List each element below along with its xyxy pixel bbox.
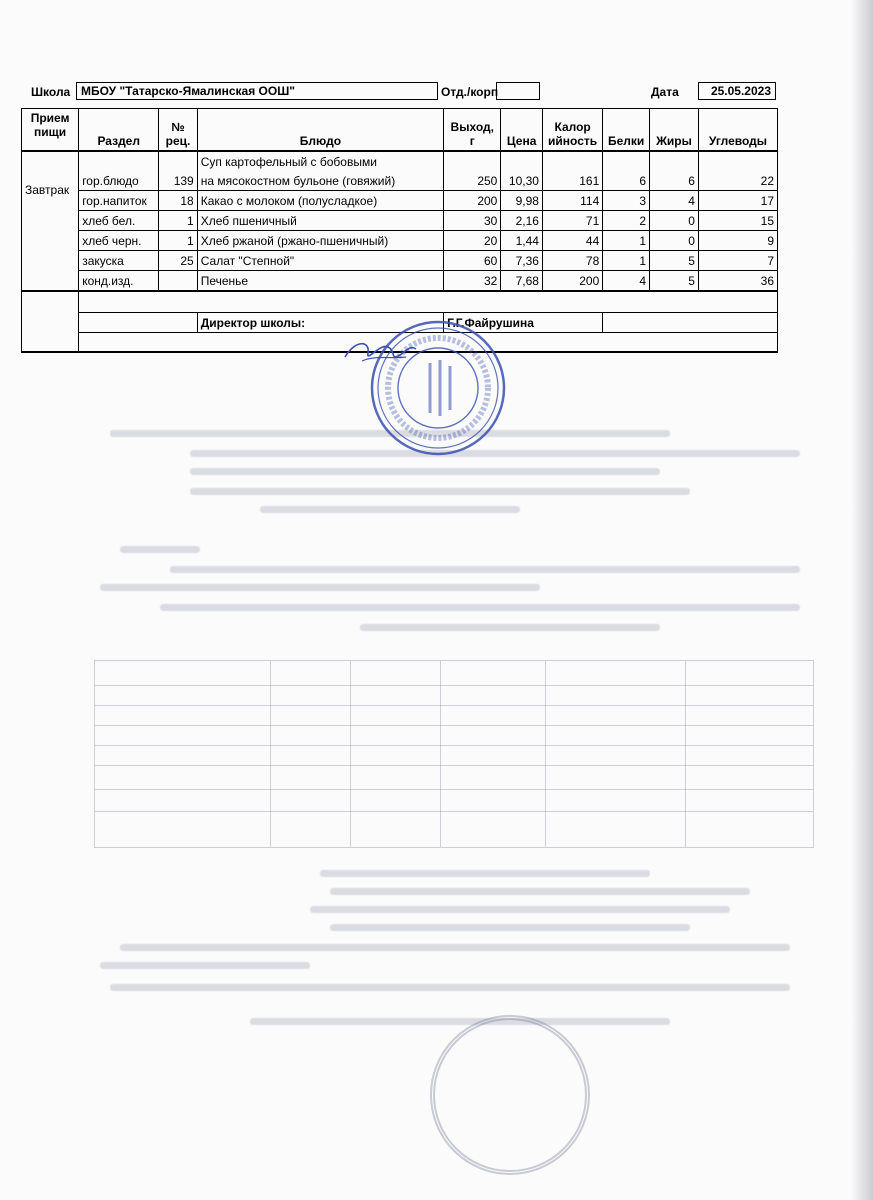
- fats-cell: 0: [650, 231, 699, 251]
- price-cell: 10,30: [501, 171, 543, 191]
- dish-line1: Суп картофельный с бобовыми: [197, 151, 443, 171]
- recipe-cell: 25: [159, 251, 197, 271]
- col-price: Цена: [501, 109, 543, 152]
- carbs-cell: 9: [698, 231, 777, 251]
- table-row: [22, 251, 778, 271]
- menu-table: [21, 108, 778, 353]
- dept-label: Отд./корп: [441, 85, 499, 99]
- section-cell: хлеб бел.: [79, 211, 159, 231]
- calories-cell: 161: [542, 171, 602, 191]
- table-header-row: [22, 109, 778, 152]
- output-cell: 200: [444, 191, 501, 211]
- col-recipe: № рец.: [159, 109, 197, 152]
- price-cell: 7,68: [501, 271, 543, 292]
- output-cell: 250: [444, 171, 501, 191]
- recipe-cell: 18: [159, 191, 197, 211]
- col-calories: Калор ийность: [542, 109, 602, 152]
- fats-cell: 5: [650, 271, 699, 292]
- calories-cell: 71: [542, 211, 602, 231]
- proteins-cell: 4: [603, 271, 650, 292]
- col-meal: Прием пищи: [22, 109, 79, 152]
- proteins-cell: 3: [603, 191, 650, 211]
- bleed-through-table: [94, 660, 814, 848]
- col-dish: Блюдо: [197, 109, 443, 152]
- dish-cell: Салат "Степной": [197, 251, 443, 271]
- dish-cell: Хлеб пшеничный: [197, 211, 443, 231]
- table-row: [22, 271, 778, 292]
- bleed-through-seal: [430, 1015, 590, 1175]
- dish-line2: на мясокостном бульоне (говяжий): [197, 171, 443, 191]
- price-cell: 1,44: [501, 231, 543, 251]
- carbs-cell: 15: [698, 211, 777, 231]
- proteins-cell: 2: [603, 211, 650, 231]
- col-carbs: Углеводы: [698, 109, 777, 152]
- section-cell: гор.напиток: [79, 191, 159, 211]
- fats-cell: 0: [650, 211, 699, 231]
- fats-cell: 4: [650, 191, 699, 211]
- date-value: 25.05.2023: [698, 82, 776, 100]
- section-cell: закуска: [79, 251, 159, 271]
- proteins-cell: 1: [603, 251, 650, 271]
- price-cell: 7,36: [501, 251, 543, 271]
- price-cell: 2,16: [501, 211, 543, 231]
- recipe-cell: [159, 271, 197, 292]
- col-proteins: Белки: [603, 109, 650, 152]
- director-name: Г.Г.Файрушина: [444, 313, 603, 333]
- col-fats: Жиры: [650, 109, 699, 152]
- fats-cell: 5: [650, 251, 699, 271]
- carbs-cell: 36: [698, 271, 777, 292]
- calories-cell: 114: [542, 191, 602, 211]
- calories-cell: 200: [542, 271, 602, 292]
- table-row: [22, 151, 778, 171]
- recipe-cell: 1: [159, 231, 197, 251]
- dept-value: [496, 82, 540, 100]
- dish-cell: Какао с молоком (полусладкое): [197, 191, 443, 211]
- scan-edge-shadow: [851, 0, 873, 1200]
- meal-label: Завтрак: [25, 183, 70, 197]
- official-seal-stamp: [368, 318, 508, 458]
- meal-cell: [22, 151, 79, 291]
- dish-cell: Хлеб ржаной (ржано-пшеничный): [197, 231, 443, 251]
- output-cell: 60: [444, 251, 501, 271]
- recipe-cell: 1: [159, 211, 197, 231]
- price-cell: 9,98: [501, 191, 543, 211]
- carbs-cell: 17: [698, 191, 777, 211]
- table-row: [22, 191, 778, 211]
- carbs-cell: 22: [698, 171, 777, 191]
- proteins-cell: 6: [603, 171, 650, 191]
- table-row: [22, 211, 778, 231]
- col-output: Выход, г: [444, 109, 501, 152]
- section-cell: хлеб черн.: [79, 231, 159, 251]
- output-cell: 30: [444, 211, 501, 231]
- blank-row: [22, 291, 778, 313]
- col-section: Раздел: [79, 109, 159, 152]
- output-cell: 32: [444, 271, 501, 292]
- school-label: Школа: [31, 85, 71, 99]
- table-row: [22, 171, 778, 191]
- section-cell: конд.изд.: [79, 271, 159, 292]
- table-row: [22, 231, 778, 251]
- proteins-cell: 1: [603, 231, 650, 251]
- calories-cell: 78: [542, 251, 602, 271]
- date-label: Дата: [651, 85, 679, 99]
- dish-cell: Печенье: [197, 271, 443, 292]
- recipe-cell: 139: [159, 171, 197, 191]
- school-name: МБОУ "Татарско-Ямалинская ООШ": [76, 82, 438, 100]
- output-cell: 20: [444, 231, 501, 251]
- director-label: Директор школы:: [197, 313, 443, 333]
- calories-cell: 44: [542, 231, 602, 251]
- fats-cell: 6: [650, 171, 699, 191]
- carbs-cell: 7: [698, 251, 777, 271]
- section-cell: гор.блюдо: [79, 171, 159, 191]
